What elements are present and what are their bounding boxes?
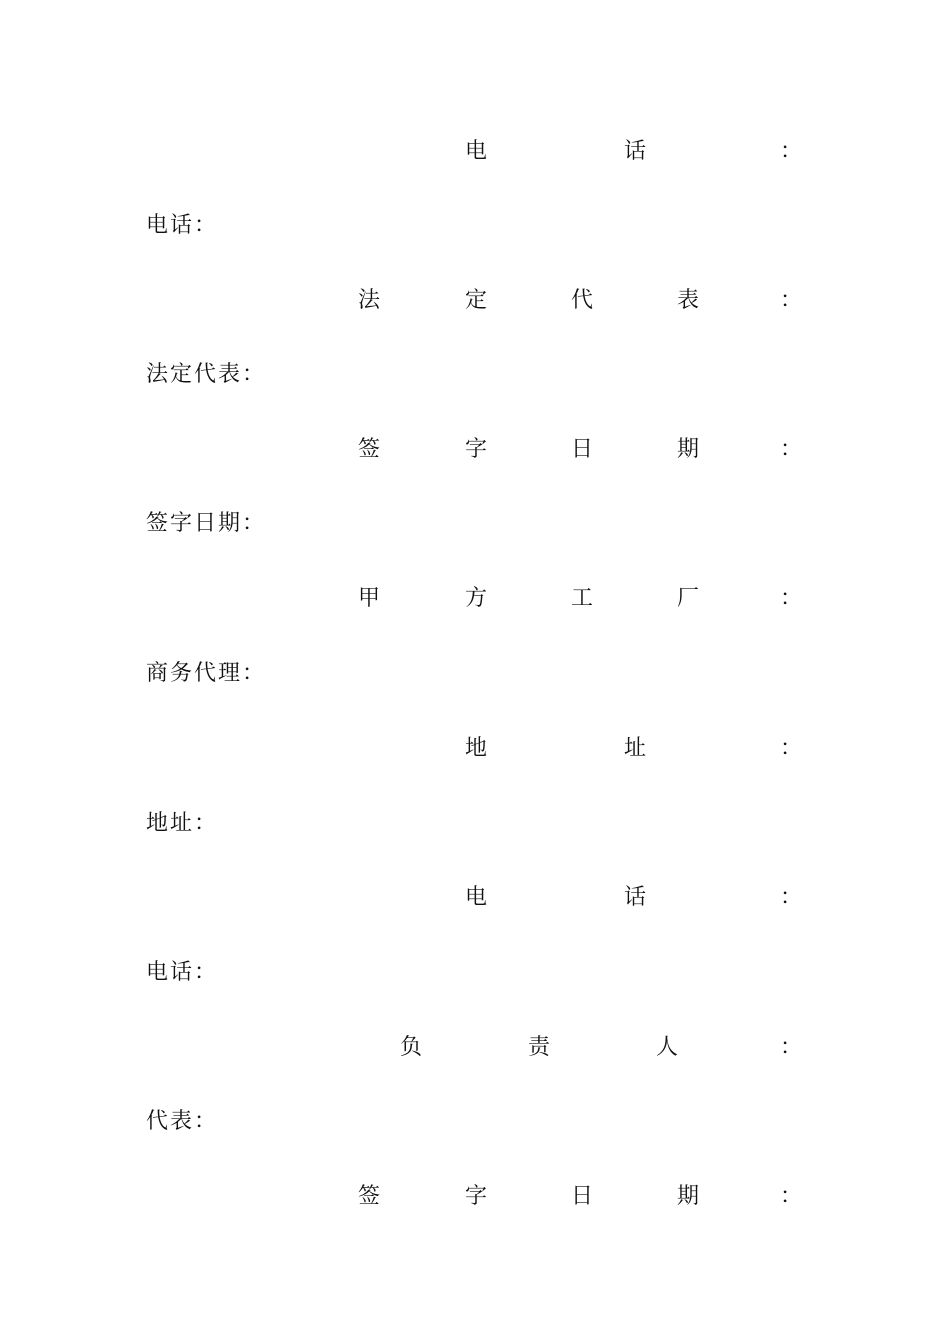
spread-char: 定 [464,288,488,313]
plain-line-legal-rep [0,360,950,390]
spread-char: 代 [570,288,594,313]
spread-colon: ： [779,288,803,313]
spread-colon: ： [779,437,803,462]
spread-char: 法 [357,288,381,313]
spread-line-sign-date [0,435,950,465]
spread-colon: ： [779,1184,803,1209]
field-label: 商务代理： [146,661,267,686]
spread-char: 人 [655,1035,679,1060]
field-label: 代表： [146,1109,219,1134]
spread-char: 签 [357,437,381,462]
field-label: 电话： [146,960,219,985]
spread-char: 期 [676,1184,700,1209]
field-label: 签字日期： [146,511,267,536]
plain-line-representative [0,1107,950,1137]
plain-line-business-agent [0,659,950,689]
spread-char: 甲 [357,586,381,611]
spread-char: 日 [570,1184,594,1209]
plain-line-phone [0,211,950,241]
spread-char: 字 [464,1184,488,1209]
spread-char: 期 [676,437,700,462]
spread-char: 话 [623,139,647,164]
spread-line-legal-rep [0,286,950,316]
spread-colon: ： [779,586,803,611]
spread-line-address [0,734,950,764]
spread-char: 表 [676,288,700,313]
field-label: 法定代表： [146,362,267,387]
field-label: 地址： [146,811,219,836]
spread-colon: ： [779,139,803,164]
spread-char: 厂 [676,586,700,611]
spread-char: 工 [570,586,594,611]
spread-colon: ： [779,885,803,910]
spread-line-person-in-charge [0,1033,950,1063]
spread-char: 电 [464,139,488,164]
spread-char: 地 [464,736,488,761]
spread-line-party-a-factory [0,584,950,614]
spread-char: 址 [623,736,647,761]
plain-line-phone-2 [0,958,950,988]
spread-char: 方 [464,586,488,611]
spread-line-sign-date-2 [0,1182,950,1212]
spread-char: 日 [570,437,594,462]
spread-colon: ： [779,1035,803,1060]
spread-char: 签 [357,1184,381,1209]
spread-char: 负 [399,1035,423,1060]
spread-char: 字 [464,437,488,462]
plain-line-sign-date [0,509,950,539]
spread-char: 电 [464,885,488,910]
field-label: 电话： [146,213,219,238]
spread-colon: ： [779,736,803,761]
plain-line-address [0,809,950,839]
spread-char: 责 [527,1035,551,1060]
spread-char: 话 [623,885,647,910]
spread-line-phone [0,137,950,167]
spread-line-phone-2 [0,883,950,913]
